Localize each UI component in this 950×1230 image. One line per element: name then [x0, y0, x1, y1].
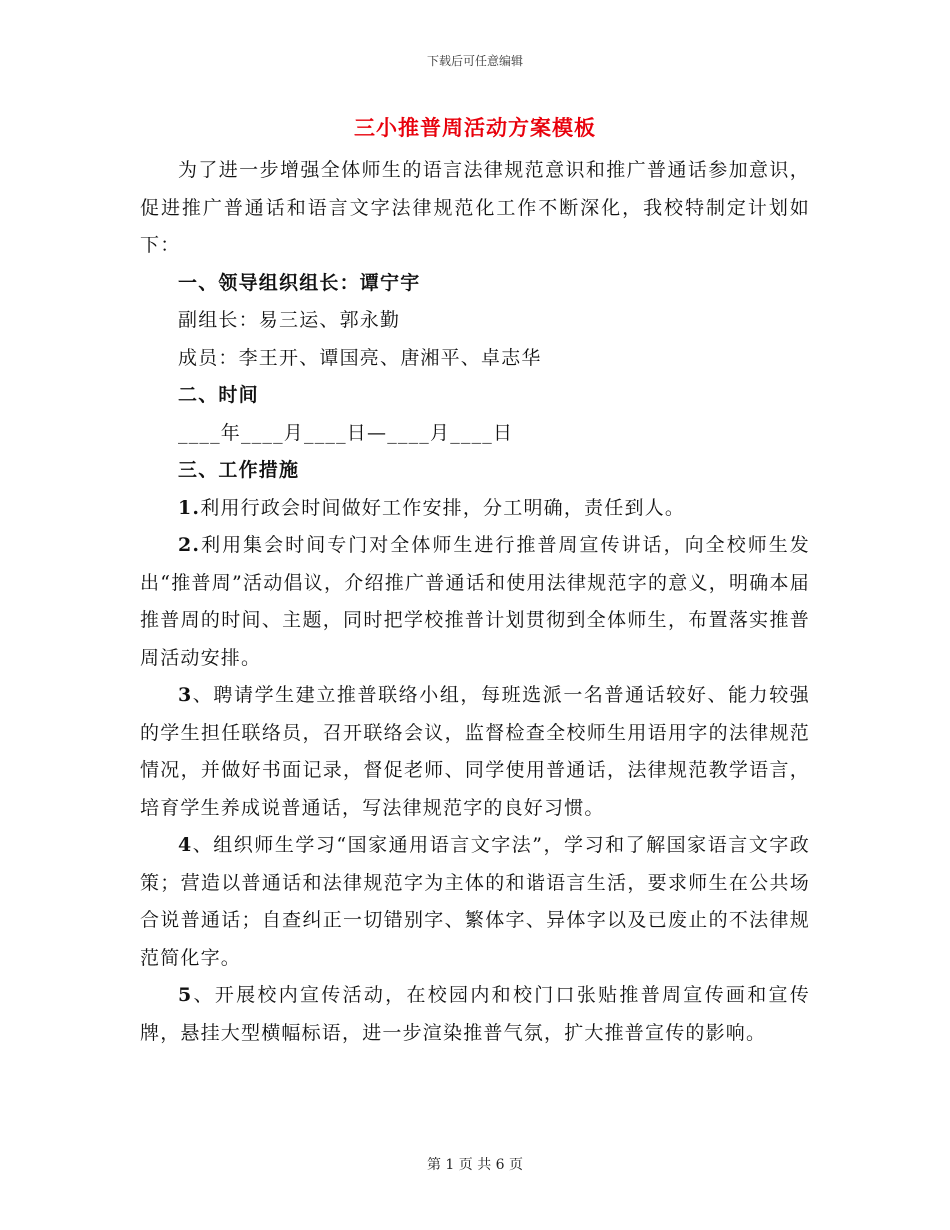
measure-number-5: 5: [178, 984, 193, 1006]
measure-item-5: [140, 977, 810, 1052]
measure-text-3: 、聘请学生建立推普联络小组，每班选派一名普通话较好、能力较强的学生担任联络员，召开联络会议，监督检查全校师生用语用字的法律规范情况，并做好书面记录，督促老师、同学使用普通话，法律规范教学语言，培育学生养成说普通话，写法律规范字的良好习惯。: [140, 684, 810, 819]
document-body: [140, 152, 810, 1052]
members-line: 成员：李王开、谭国亮、唐湘平、卓志华: [178, 346, 542, 369]
measure-item-4: [140, 827, 810, 977]
page-header-note: 下载后可任意编辑: [426, 54, 523, 68]
measure-number-4: 4: [178, 834, 193, 856]
deputy-leaders-line: 副组长：易三运、郭永勤: [178, 309, 401, 331]
measure-number-2: 2.: [178, 534, 201, 556]
document-title: 三小推普周活动方案模板: [354, 115, 596, 140]
page-footer-number: 第 1 页 共 6 页: [426, 1157, 524, 1173]
section-heading-time: 二、时间: [178, 384, 259, 406]
measure-number-1: 1.: [178, 496, 201, 519]
intro-paragraph: 为了进一步增强全体师生的语言法律规范意识和推广普通话参加意识，促进推广普通话和语言文字法律规范化工作不断深化，我校特制定计划如下：: [140, 159, 810, 256]
section-heading-leadership: 一、领导组织组长：谭宁宇: [178, 271, 421, 294]
measure-text-4: 、组织师生学习“国家通用语言文字法”，学习和了解国家语言文字政策；营造以普通话和法律规范字为主体的和谐语言生活，要求师生在公共场合说普通话；自查纠正一切错别字、繁体字、异体字以及已废止的不法律规范简化字。: [140, 834, 810, 969]
measure-text-1: 利用行政会时间做好工作安排，分工明确，责任到人。: [200, 496, 686, 519]
section-heading-measures: 三、工作措施: [178, 459, 300, 481]
measure-text-5: 、开展校内宣传活动，在校园内和校门口张贴推普周宣传画和宣传牌，悬挂大型横幅标语，进一步渲染推普气氛，扩大推普宣传的影响。: [140, 984, 810, 1044]
date-blank-line: ____年____月____日—____月____日: [178, 421, 514, 444]
measure-number-3: 3: [178, 684, 193, 706]
measure-text-2: 利用集会时间专门对全体师生进行推普周宣传讲话，向全校师生发出“推普周”活动倡议，介绍推广普通话和使用法律规范字的意义，明确本届推普周的时间、主题，同时把学校推普计划贯彻到全体师生，布置落实推普周活动安排。: [140, 534, 810, 669]
measure-item-3: [140, 677, 810, 827]
measure-item-1: [140, 490, 810, 528]
measure-item-2: [140, 527, 810, 677]
